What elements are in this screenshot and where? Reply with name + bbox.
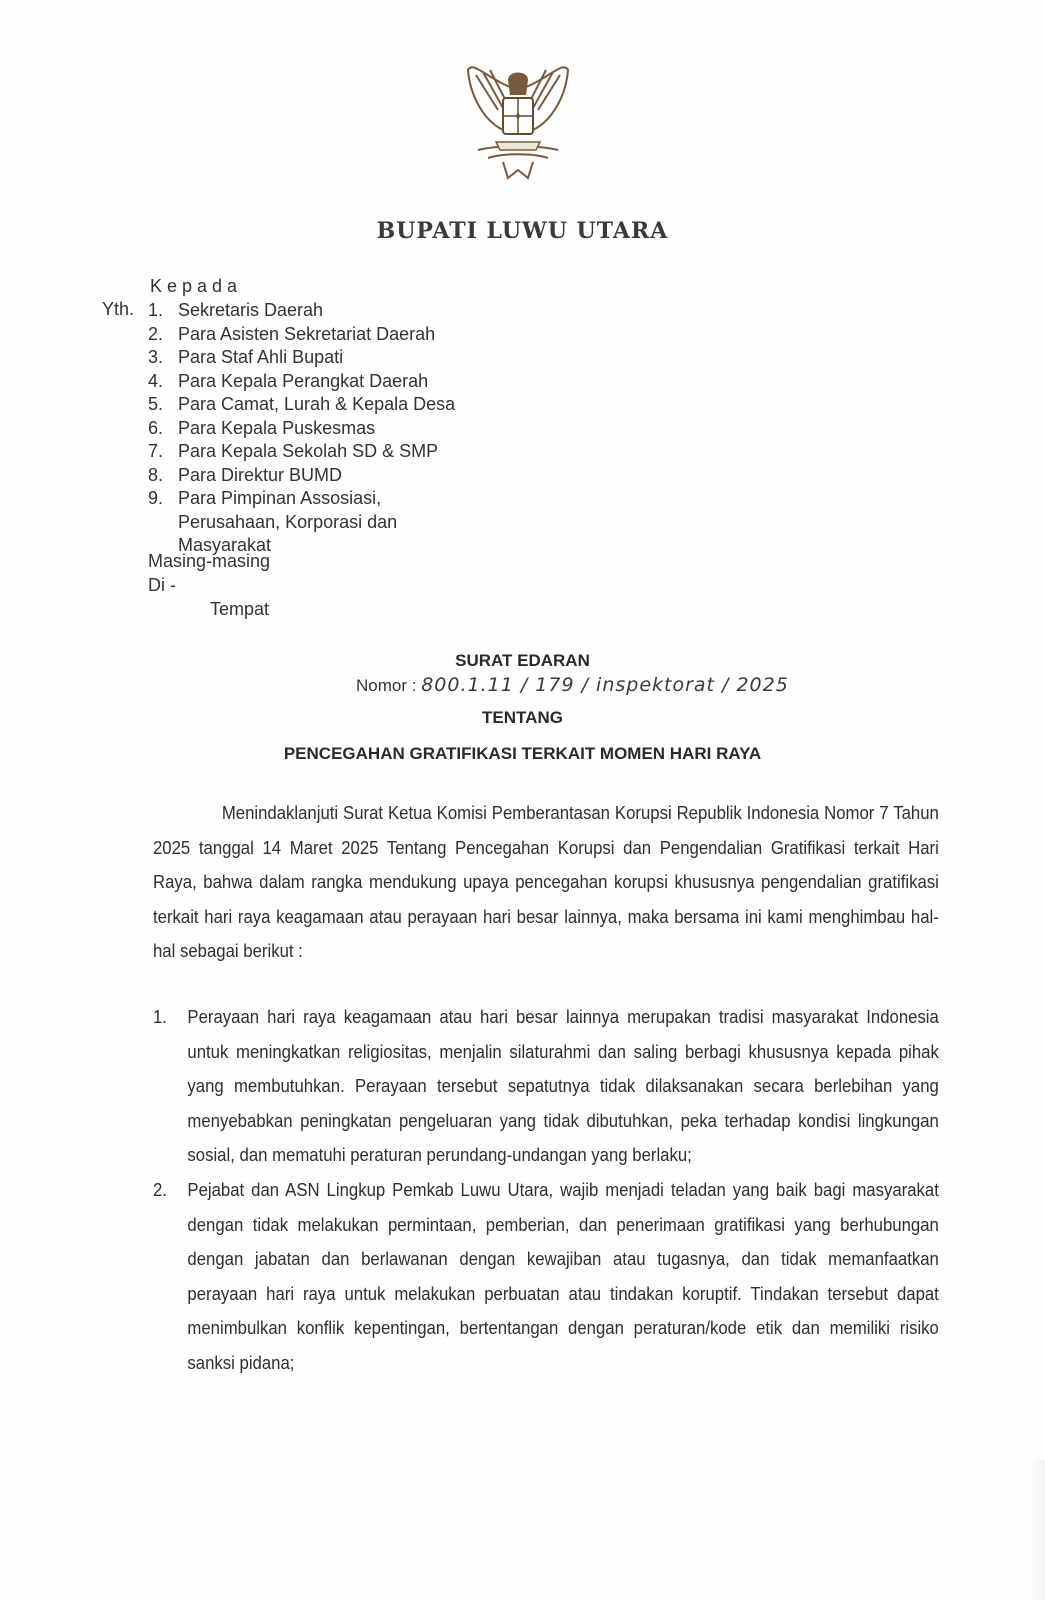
document-subject: PENCEGAHAN GRATIFIKASI TERKAIT MOMEN HARI RAYA — [283, 744, 762, 763]
recipient-item — [148, 417, 508, 441]
page-edge-shadow — [1029, 1460, 1045, 1600]
recipient-item — [148, 346, 508, 370]
point-item — [153, 1173, 939, 1381]
point-text: Pejabat dan ASN Lingkup Pemkab Luwu Utara, wajib menjadi teladan yang baik bagi masyarakat dengan tidak melakukan permintaan, pemberian, dan penerimaan gratifikasi yang berhubungan dengan jabatan dan berlawanan dengan kewajiban atau tugasnya, dan tidak memanfaatkan perayaan hari raya untuk melakukan perbuatan atau tindakan koruptif. Tindakan tersebut dapat menimbulkan konflik kepentingan, bertentangan dengan peraturan/kode etik dan memiliki risiko sanksi pidana; — [187, 1179, 939, 1373]
recipient-item — [148, 393, 508, 417]
kepada-label: Kepada — [150, 276, 243, 296]
yth-label: Yth. — [102, 299, 135, 319]
recipient-item — [148, 440, 508, 464]
points-list — [153, 1000, 939, 1381]
recipient-text: Para Pimpinan Assosiasi, Perusahaan, Korporasi dan Masyarakat — [178, 488, 398, 555]
recipient-item — [148, 299, 508, 323]
recipient-number: 3. — [148, 347, 164, 367]
recipient-text: Para Asisten Sekretariat Daerah — [178, 323, 436, 344]
recipient-text: Para Kepala Puskesmas — [178, 417, 376, 438]
recipient-text: Para Staf Ahli Bupati — [178, 347, 344, 367]
intro-paragraph: Menindaklanjuti Surat Ketua Komisi Pemberantasan Korupsi Republik Indonesia Nomor 7 Tahun 2025 tanggal 14 Maret 2025 Tentang Pencegahan Korupsi dan Pengendalian Gratifikasi terkait Hari Raya, bahwa dalam rangka mendukung upaya pencegahan korupsi khususnya pengendalian gratifikasi terkait hari raya keagamaan atau perayaan hari besar lainnya, maka bersama ini kami menghimbau hal-hal sebagai berikut : — [153, 803, 939, 962]
recipient-item — [148, 464, 508, 488]
point-number: 2. — [153, 1179, 167, 1200]
garuda-emblem-icon — [448, 50, 588, 190]
tentang-label: TENTANG — [482, 708, 563, 727]
recipient-item — [148, 370, 508, 394]
point-item — [153, 1000, 939, 1173]
recipient-number: 4. — [148, 370, 164, 391]
tempat-label: Tempat — [210, 599, 270, 619]
recipient-number: 6. — [148, 417, 164, 438]
recipient-text: Sekretaris Daerah — [178, 300, 324, 320]
document-number — [356, 674, 789, 696]
point-text: Perayaan hari raya keagamaan atau hari besar lainnya merupakan tradisi masyarakat Indonesia untuk meningkatkan religiositas, menjalin silaturahmi dan saling berbagi khususnya kepada pihak yang membutuhkan. Perayaan tersebut sepatutnya tidak dilaksanakan secara berlebihan yang menyebabkan peningkatan pengeluaran yang tidak dibutuhkan, peka terhadap kondisi lingkungan sosial, dan mematuhi peraturan perundang-undangan yang berlaku; — [187, 1007, 939, 1166]
nomor-value-handwritten: 800.1.11 / 179 / inspektorat / 2025 — [421, 674, 789, 696]
recipient-item — [148, 487, 508, 558]
recipient-text: Para Kepala Sekolah SD & SMP — [178, 441, 439, 461]
di-label: Di - — [148, 575, 176, 595]
recipient-number: 7. — [148, 441, 164, 461]
point-number: 1. — [153, 1007, 167, 1027]
letterhead-title: BUPATI LUWU UTARA — [376, 218, 669, 244]
recipient-text: Para Kepala Perangkat Daerah — [178, 370, 429, 391]
recipient-text: Para Camat, Lurah & Kepala Desa — [178, 394, 456, 414]
recipient-number: 8. — [148, 464, 164, 485]
nomor-label: Nomor : — [356, 676, 417, 695]
recipient-text: Para Direktur BUMD — [178, 464, 343, 485]
recipient-list — [148, 299, 508, 558]
recipient-number: 2. — [148, 323, 164, 344]
masing-masing-label: Masing-masing — [148, 551, 271, 571]
recipient-item — [148, 323, 508, 347]
recipient-number: 9. — [148, 488, 164, 508]
recipient-number: 5. — [148, 394, 164, 414]
document-type-title: SURAT EDARAN — [455, 651, 590, 670]
recipient-number: 1. — [148, 300, 164, 320]
